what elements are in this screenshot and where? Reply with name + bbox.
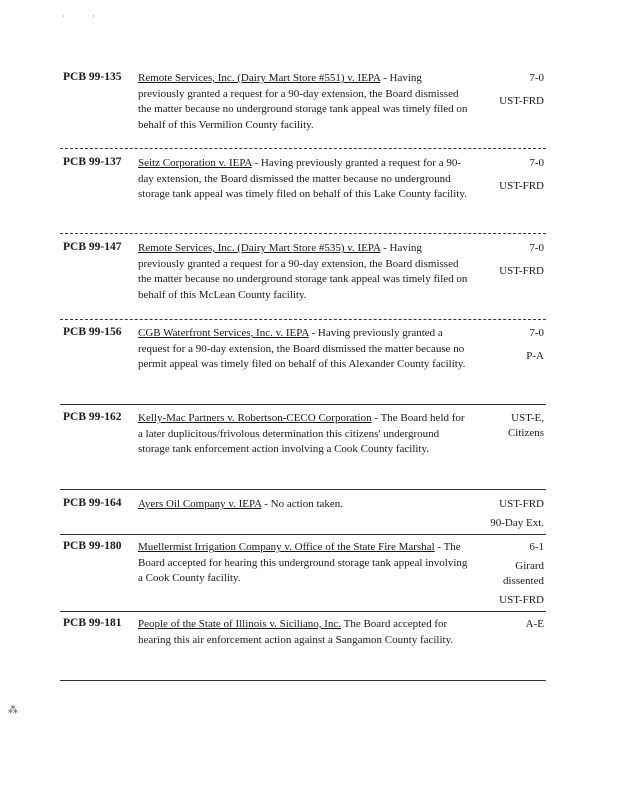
entry-body [138,326,468,373]
case-number: PCB 99-156 [63,326,122,338]
case-summary: - The Board accepted for hearing this underground storage tank appeal involving a Cook County facility. [138,541,468,584]
case-number: PCB 99-137 [63,156,122,168]
case-type: UST-E, [511,412,544,424]
case-number: PCB 99-135 [63,71,122,83]
scan-artifact: ⁂ [8,705,18,716]
case-type: UST-FRD [499,265,544,277]
case-type-detail: 90-Day Ext. [490,517,544,529]
vote-and-type [468,411,544,441]
vote-count: 7-0 [529,242,544,254]
vote-count: 7-0 [529,72,544,84]
entry-body [138,497,468,513]
case-number: PCB 99-162 [63,411,122,423]
case-type: UST-FRD [499,498,544,510]
case-number: PCB 99-181 [63,617,122,629]
case-type: UST-FRD [499,95,544,107]
entry-body [138,540,468,587]
case-title: Remote Services, Inc. (Dairy Mart Store #551) v. IEPA [138,72,381,84]
case-summary: - Having previously granted a request for a 90-day extension, the Board dismissed the matter because no underground storage tank appeal was timely filed on behalf of this McLean County facility. [138,242,468,301]
case-title: CGB Waterfront Services, Inc. v. IEPA [138,327,309,339]
entry-body [138,241,468,303]
vote-count: 6-1 [529,541,544,553]
entry-divider [60,404,546,405]
entry-body [138,617,468,648]
vote-and-type [468,617,544,632]
entry-divider [60,680,546,681]
vote-and-type [468,241,544,279]
vote-and-type [468,497,544,531]
case-summary: - Having previously granted a request for a 90-day extension, the Board dismissed the matter because no underground storage tank appeal was timely filed on behalf of this Lake County facility. [138,157,467,200]
scan-speck: · [92,12,95,21]
entry-divider [60,233,546,234]
vote-and-type [468,71,544,109]
dissent-label: dissented [503,575,544,587]
vote-and-type [468,156,544,194]
entry-divider [60,319,546,320]
entry-body [138,71,468,133]
case-type: P-A [526,350,544,362]
case-type: A-E [525,618,544,630]
case-summary: - Having previously granted a request for a 90-day extension, the Board dismissed the matter because no underground storage tank appeal was timely filed on behalf of this Vermilion County facility. [138,72,468,131]
scan-speck: · [62,12,65,21]
case-number: PCB 99-147 [63,241,122,253]
case-title: Remote Services, Inc. (Dairy Mart Store #535) v. IEPA [138,242,381,254]
entry-divider [60,534,546,535]
dissent-name: Girard [515,560,544,572]
entry-divider [60,611,546,612]
case-summary: - The Board held for a later duplicitous/frivolous determination this citizens' underground storage tank enforcement action involving a Cook County facility. [138,412,465,455]
case-type-detail: Citizens [507,427,544,439]
case-title: Seitz Corporation v. IEPA [138,157,252,169]
case-type: UST-FRD [499,594,544,606]
case-number: PCB 99-164 [63,497,122,509]
entry-divider [60,148,546,149]
case-summary: - No action taken. [261,498,344,510]
vote-and-type [468,326,544,364]
entry-divider [60,489,546,490]
vote-count: 7-0 [529,157,544,169]
case-title: Muellermist Irrigation Company v. Office of the State Fire Marshal [138,541,435,553]
entry-body [138,411,468,458]
case-type: UST-FRD [499,180,544,192]
vote-and-type [468,540,544,608]
case-summary: - Having previously granted a request for a 90-day extension, the Board dismissed the matter because no permit appeal was timely filed on behalf of this Alexander County facility. [138,327,466,370]
entry-body [138,156,468,203]
case-title: People of the State of Illinois v. Siciliano, Inc. [138,618,342,630]
vote-count: 7-0 [529,327,544,339]
case-number: PCB 99-180 [63,540,122,552]
case-title: Kelly-Mac Partners v. Robertson-CECO Corporation [138,412,372,424]
case-title: Ayers Oil Company v. IEPA [138,498,262,510]
case-summary: The Board accepted for hearing this air enforcement action against a Sangamon County facility. [138,618,454,646]
